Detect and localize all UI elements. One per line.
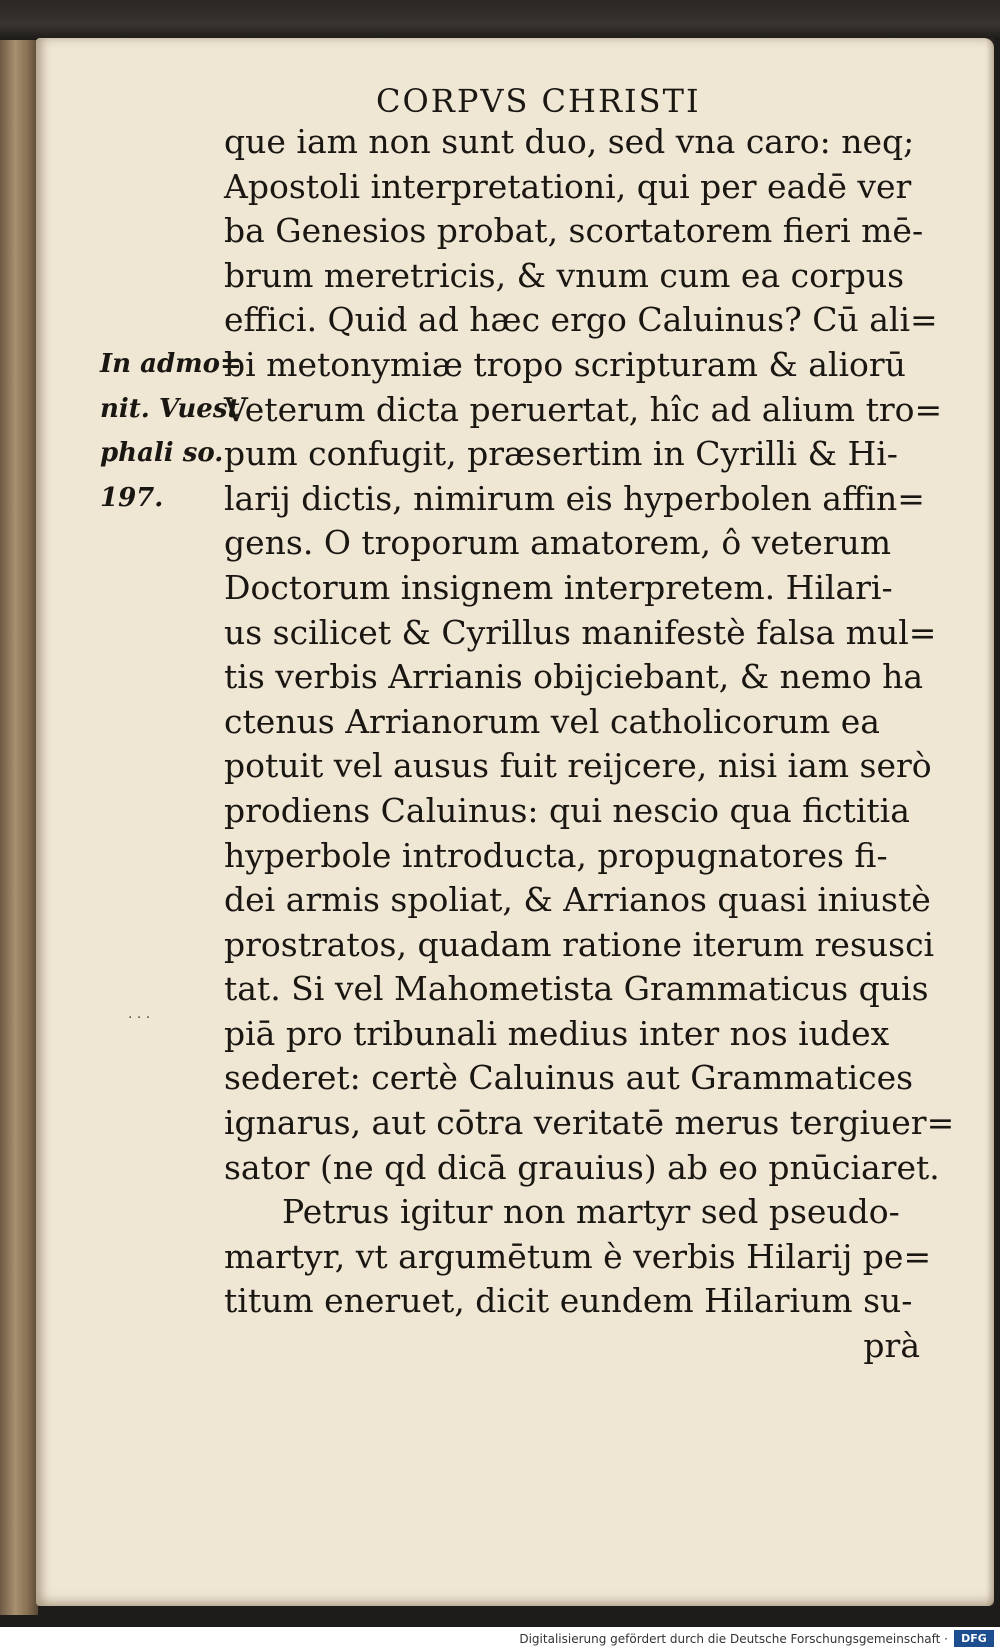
text-line: Veterum dicta peruertat, hîc ad alium tro= [224, 389, 943, 429]
text-line: dei armis spoliat, & Arrianos quasi iniustè [224, 880, 931, 920]
text-line: tis verbis Arrianis obijciebant, & nemo ha [224, 657, 923, 697]
scan-top-edge [0, 0, 1000, 40]
text-line: Petrus igitur non martyr sed pseudo- [282, 1192, 900, 1232]
text-line: sederet: certè Caluinus aut Grammatices [224, 1058, 914, 1098]
page-edge-shadow [986, 38, 994, 1606]
text-line: pum confugit, præsertim in Cyrilli & Hi- [224, 434, 898, 474]
text-line: martyr, vt argumētum è verbis Hilarij pe= [224, 1236, 932, 1276]
text-line: Apostoli interpretationi, qui per eadē ver [224, 166, 912, 206]
text-line: que iam non sunt duo, sed vna caro: neq; [224, 122, 915, 161]
margin-note [100, 342, 242, 520]
text-line: piā pro tribunali medius inter nos iudex [224, 1013, 890, 1053]
text-line: prostratos, quadam ratione iterum resusci [224, 924, 935, 964]
text-line: Doctorum insignem interpretem. Hilari- [224, 567, 893, 607]
margin-note-line: 197. [100, 482, 164, 513]
text-line: gens. O troporum amatorem, ô veterum [224, 523, 892, 563]
digitization-credit: Digitalisierung gefördert durch die Deutsche Forschungsgemeinschaft · [519, 1632, 948, 1646]
text-line: brum meretricis, & vnum cum ea corpus [224, 255, 905, 295]
body-text [224, 120, 955, 1369]
text-line: hyperbole introducta, propugnatores fi- [224, 835, 888, 875]
text-line: larij dictis, nimirum eis hyperbolen affin= [224, 478, 925, 518]
text-line: bi metonymiæ tropo scripturam & aliorū [224, 344, 906, 384]
dfg-logo: DFG [954, 1630, 994, 1647]
book-spine [0, 40, 38, 1615]
margin-note-line: In admo= [100, 349, 242, 379]
text-line: titum eneruet, dicit eundem Hilarium su- [224, 1281, 913, 1321]
catchword: prà [863, 1326, 920, 1366]
text-line: ignarus, aut cōtra veritatē merus tergiuer= [224, 1103, 955, 1143]
text-line: prodiens Caluinus: qui nescio qua fictitia [224, 790, 910, 830]
text-line: potuit vel ausus fuit reijcere, nisi iam serò [224, 746, 932, 786]
text-line: tat. Si vel Mahometista Grammaticus quis [224, 969, 929, 1009]
text-line: sator (ne qd dicā grauius) ab eo pnūciaret. [224, 1147, 940, 1187]
text-line: ctenus Arrianorum vel catholicorum ea [224, 701, 880, 741]
ink-speck: · · · [128, 1010, 151, 1026]
margin-note-line: phali so. [100, 438, 224, 469]
margin-note-line: nit. Vuest [100, 393, 240, 424]
running-title: CORPVS CHRISTI [376, 82, 701, 120]
text-line: us scilicet & Cyrillus manifestè falsa mul= [224, 612, 937, 652]
text-line: ba Genesios probat, scortatorem fieri mē- [224, 211, 924, 251]
text-line: effici. Quid ad hæc ergo Caluinus? Cū ali= [224, 300, 938, 340]
